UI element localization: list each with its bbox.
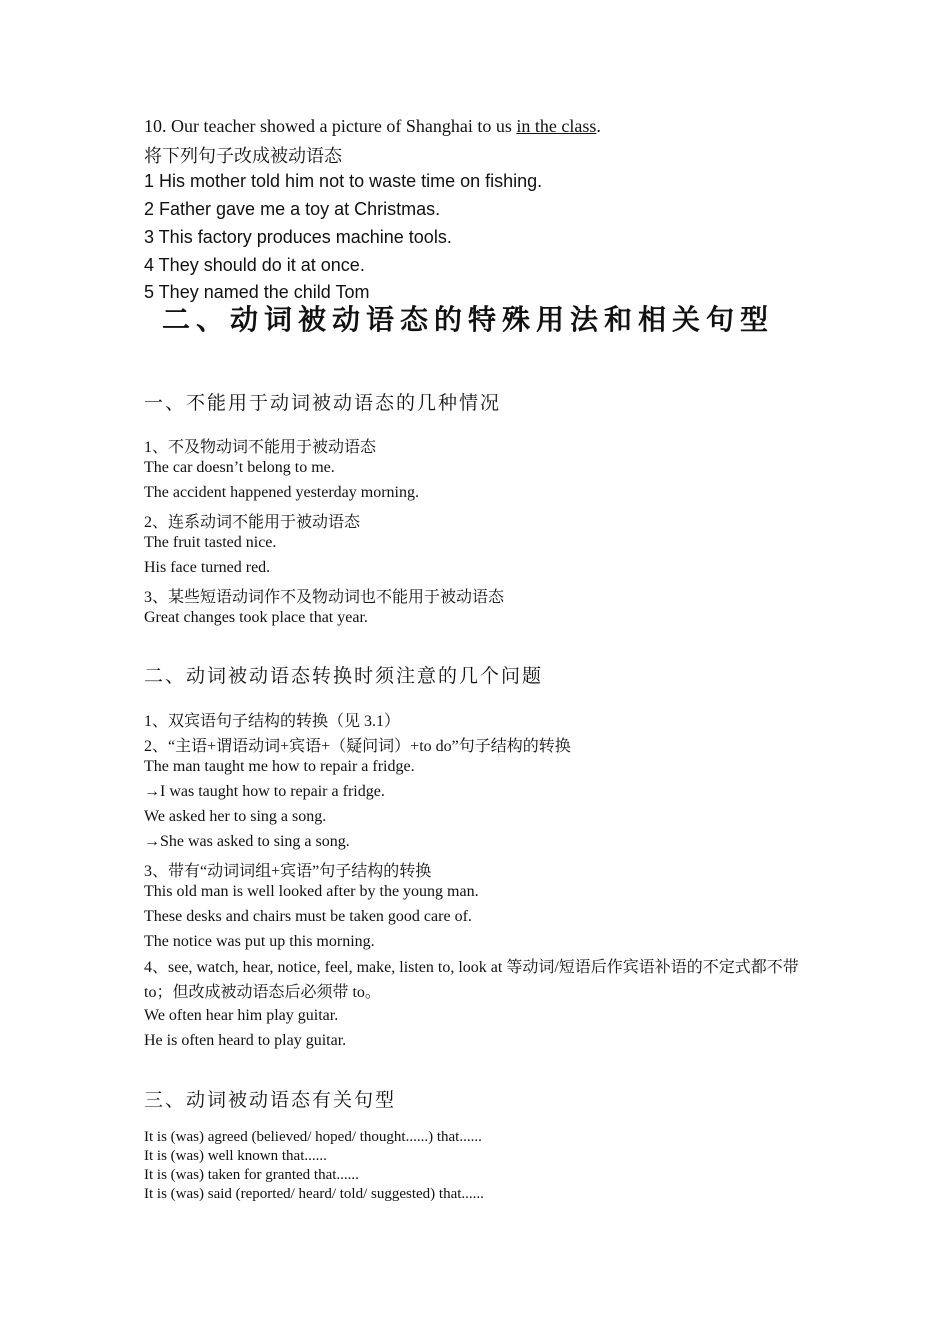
section-line: 2、连系动词不能用于被动语态: [144, 514, 361, 531]
exercise-item: 3 This factory produces machine tools.: [144, 227, 452, 247]
section-heading: 一、不能用于动词被动语态的几种情况: [144, 392, 502, 414]
section-line: The notice was put up this morning.: [144, 933, 375, 950]
sentence-10-underlined: in the class: [516, 116, 597, 136]
section-line: The fruit tasted nice.: [144, 534, 277, 551]
section-heading: 二、动词被动语态转换时须注意的几个问题: [144, 665, 544, 687]
exercise-item: 5 They named the child Tom: [144, 282, 370, 302]
section-line: →I was taught how to repair a fridge.: [144, 783, 385, 800]
section-line: We asked her to sing a song.: [144, 808, 327, 825]
section-line: It is (was) said (reported/ heard/ told/ suggested) that......: [144, 1186, 484, 1202]
section-line: 3、带有“动词词组+宾语”句子结构的转换: [144, 863, 432, 880]
section-line: The accident happened yesterday morning.: [144, 484, 419, 501]
section-heading: 三、动词被动语态有关句型: [144, 1089, 397, 1111]
section-line: 1、双宾语句子结构的转换（见 3.1）: [144, 713, 401, 730]
exercise-item: 1 His mother told him not to waste time on fishing.: [144, 171, 543, 191]
sentence-10-text: 10. Our teacher showed a picture of Shanghai to us: [144, 116, 517, 136]
page-title: 二、动词被动语态的特殊用法和相关句型: [162, 303, 775, 336]
section-line: It is (was) well known that......: [144, 1148, 327, 1164]
section-line: He is often heard to play guitar.: [144, 1032, 347, 1049]
section-line: 3、某些短语动词作不及物动词也不能用于被动语态: [144, 589, 505, 606]
section-line: 1、不及物动词不能用于被动语态: [144, 439, 377, 456]
section-line: These desks and chairs must be taken good care of.: [144, 908, 472, 925]
section-line: 2、“主语+谓语动词+宾语+（疑问词）+to do”句子结构的转换: [144, 738, 571, 755]
section-line: We often hear him play guitar.: [144, 1007, 339, 1024]
exercise-item: 4 They should do it at once.: [144, 255, 365, 275]
section-line: The car doesn’t belong to me.: [144, 459, 335, 476]
section-line: The man taught me how to repair a fridge.: [144, 758, 415, 775]
exercise-item: 2 Father gave me a toy at Christmas.: [144, 199, 441, 219]
exercise-instruction: 将下列句子改成被动语态: [144, 146, 342, 166]
sentence-10-end: .: [596, 116, 601, 136]
section-line: This old man is well looked after by the young man.: [144, 883, 479, 900]
section-line: →She was asked to sing a song.: [144, 833, 350, 850]
section-line: His face turned red.: [144, 559, 271, 576]
section-line: Great changes took place that year.: [144, 609, 368, 626]
section-line: It is (was) agreed (believed/ hoped/ thought......) that......: [144, 1129, 482, 1145]
section-paragraph: 4、see, watch, hear, notice, feel, make, listen to, look at 等动词/短语后作宾语补语的不定式都不带 to；但改成被动语态后必须带 to。: [144, 959, 799, 1001]
section-line: It is (was) taken for granted that......: [144, 1167, 359, 1183]
sentence-10: [144, 116, 601, 137]
